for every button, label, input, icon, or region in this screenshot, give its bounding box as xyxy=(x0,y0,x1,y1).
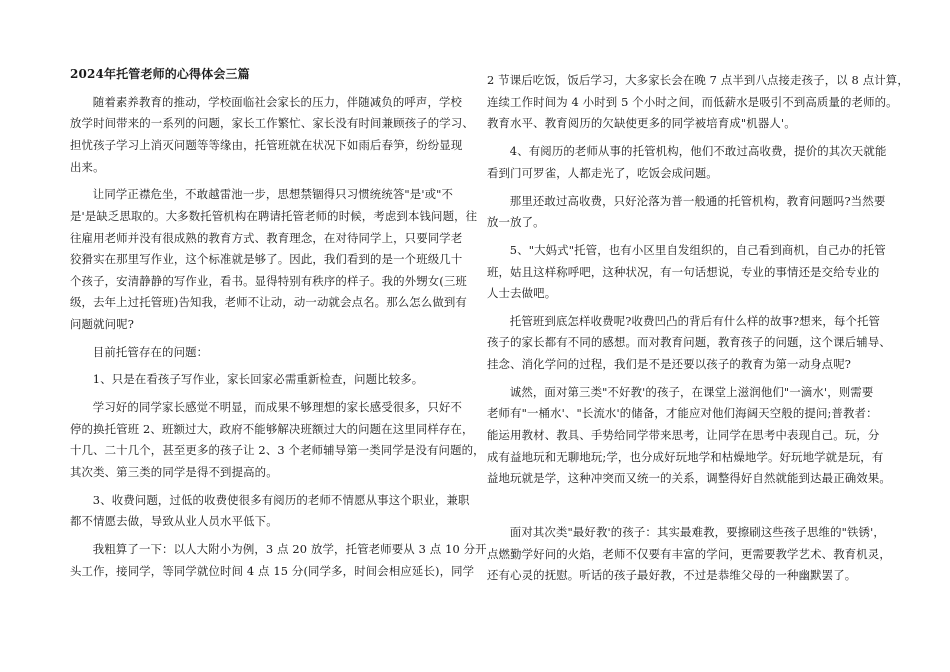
text-line: 班，姑且这样称呼吧，这种状况，有一句话想说，专业的事情还是交给专业的 xyxy=(487,264,880,279)
paragraph xyxy=(70,539,487,582)
text-line: 放学时间带来的一系列的问题，家长工作繁忙、家长没有时间兼顾孩子的学习、 xyxy=(70,116,474,131)
text-line: 还有心灵的抚慰。听话的孩子最好教，不过是恭维父母的一种幽默罢了。 xyxy=(487,568,857,583)
text-line: 孩子的家长都有不同的感想。而对教育问题，教育孩子的问题，这个课后辅导、 xyxy=(487,335,891,350)
text-line: 是'是缺乏思取的。大多数托管机构在聘请托管老师的时候，考虑到本钱问题，往 xyxy=(70,208,478,223)
paragraph xyxy=(487,141,885,184)
text-line: 5、"大妈式"托管，也有小区里自发组织的，自己看到商机，自己办的托管 xyxy=(509,242,886,257)
text-line: 成有益地玩和无聊地玩;学，也分成好玩地学和枯燥地学。好玩地学就是玩，有 xyxy=(487,449,884,464)
text-line: 2 节课后吃饭，饭后学习，大多家长会在晚 7 点半到八点接走孩子，以 8 点计算， xyxy=(487,73,909,88)
text-line: 挂念、消化学问的过程，我们是不是还要以孩子的教育为第一动身点呢? xyxy=(487,357,852,372)
text-line: 面对其次类"最好教'的孩子：其实最难教，要擦刷这些孩子思维的"铁锈'， xyxy=(509,525,885,539)
text-line: 3、收费问题，过低的收费使很多有阅历的老师不情愿从事这个职业，兼职 xyxy=(92,492,470,507)
paragraph xyxy=(70,342,468,364)
paragraph xyxy=(487,240,885,305)
text-line: 停的换托管班 2、班额过大，政府不能够解决班额过大的问题在这里同样存在， xyxy=(70,421,474,436)
document-title: 2024年托管老师的心得体会三篇 xyxy=(70,67,250,81)
text-line: 随着素养教育的推动，学校面临社会家长的压力，伴随减负的呼声，学校 xyxy=(92,94,463,109)
text-line: 都不情愿去做，导致从业人员水平低下。 xyxy=(70,514,278,529)
text-line: 4、有阅历的老师从事的托管机构，他们不敢过高收费，提价的其次天就能 xyxy=(509,144,887,159)
paragraph xyxy=(487,191,885,234)
right-column xyxy=(487,64,909,587)
text-line: 点燃勤学好问的火焰，老师不仅要有丰富的学问，更需要教学艺术、教育机灵， xyxy=(487,546,891,561)
text-line: 头工作，接同学，等同学就位时间 4 点 15 分(同学多，时间会相应延长)，同学 xyxy=(70,563,475,578)
text-line: 放一放了。 xyxy=(487,215,545,230)
text-line: 出来。 xyxy=(70,159,105,174)
paragraph xyxy=(487,382,891,490)
text-line: 级，去年上过托管班)告知我，老师不让动，动一动就会点名。那么怎么做到有 xyxy=(70,295,467,310)
text-line: 诚然，面对第三类"不好教'的孩子，在课堂上滋润他们"一滴水'，则需要 xyxy=(509,384,874,399)
text-line: 老师有"一桶水'、"长流水'的储备，才能应对他们海阔天空般的提问;普教者： xyxy=(487,406,878,421)
paragraph xyxy=(70,490,468,533)
text-line: 目前托管存在的问题： xyxy=(92,344,209,359)
text-line: 那里还敢过高收费，只好沦落为普一般通的托管机构，教育问题吗?当然要 xyxy=(509,193,886,208)
text-line: 1、只是在看孩子写作业，家长回家必需重新检查，问题比较多。 xyxy=(92,372,424,387)
text-line: 能运用教材、教具、手势给同学带来思考，让同学在思考中表现自己。玩，分 xyxy=(487,428,880,443)
paragraph xyxy=(487,490,885,516)
text-line: 往雇用老师并没有很成熟的教育方式、教育理念，在对待同学上，只要同学老 xyxy=(70,230,463,245)
paragraph xyxy=(487,522,891,587)
text-line: 其次类、第三类的同学是得不到提高的。 xyxy=(70,465,278,480)
paragraph xyxy=(70,397,485,483)
paragraph xyxy=(70,369,468,391)
paragraph xyxy=(70,92,474,178)
text-line: 我粗算了一下：以人大附小为例，3 点 20 放学，托管老师要从 3 点 10 分开 xyxy=(92,542,487,557)
paragraph xyxy=(487,311,891,376)
text-line: 狡猾实在那里写作业，这个标准就是够了。因此，我们看到的是一个班级几十 xyxy=(70,252,463,267)
paragraph xyxy=(70,184,478,335)
text-line: 个孩子，安清静静的写作业，看书。显得特别有秩序的样子。我的外甥女(三班 xyxy=(70,273,467,288)
text-line: 让同学正襟危坐，不敢越雷池一步，思想禁锢得只习惯统统答"是'或"不 xyxy=(92,187,454,202)
text-line: 十几、二十几个，甚至更多的孩子让 2、3 个老师辅导第一类同学是没有问题的， xyxy=(70,443,485,458)
text-line: 看到门可罗雀，人都走光了，吃饭会成问题。 xyxy=(487,165,718,180)
text-line: 托管班到底怎样收费呢?收费凹凸的背后有什么样的故事?想来，每个托管 xyxy=(509,313,881,328)
left-column xyxy=(70,64,487,582)
paragraph xyxy=(487,70,909,135)
text-line: 连续工作时间为 4 小时到 5 个小时之间，而低薪水是吸引不到高质量的老师的。 xyxy=(487,94,898,109)
text-line: 担忧孩子学习上消灭问题等等缘由，托管班就在状况下如雨后春笋，纷纷显现 xyxy=(70,137,463,152)
text-line: 教育水平、教育阅历的欠缺使更多的同学被培育成"机器人'。 xyxy=(487,116,796,131)
text-line: 人士去做吧。 xyxy=(487,286,557,301)
text-line: 问题就问呢? xyxy=(70,316,134,331)
text-line: 益地玩就是学，这种冲突而又统一的关系，调整得好自然就能到达最正确效果。 xyxy=(487,471,891,486)
text-line: 学习好的同学家长感觉不明显，而成果不够理想的家长感受很多，只好不 xyxy=(92,400,463,415)
